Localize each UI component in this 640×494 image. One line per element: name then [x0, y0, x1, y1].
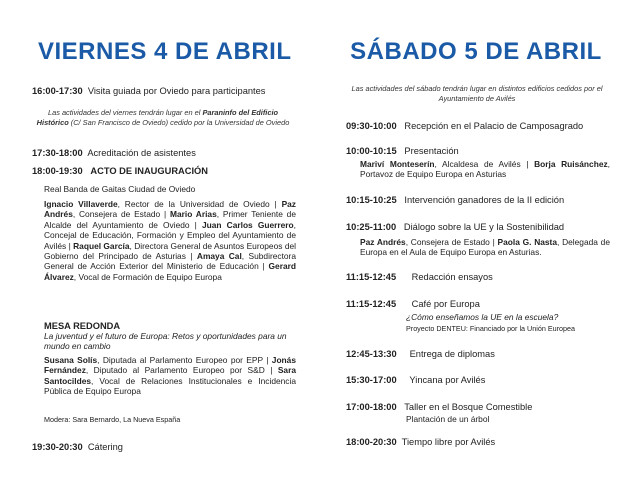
schedule-row — [346, 375, 485, 386]
workshop-subline: Plantación de un árbol — [406, 414, 490, 424]
event-label: Cátering — [87, 442, 123, 452]
moderator-line: Modera: Sara Bernardo, La Nueva España — [44, 415, 181, 424]
band-line: Real Banda de Gaitas Ciudad de Oviedo — [44, 184, 196, 194]
event-label: Acreditación de asistentes — [87, 148, 196, 158]
time-label: 17:00-18:00 — [346, 402, 397, 412]
event-label: Diálogo sobre la UE y la Sostenibilidad — [403, 222, 565, 232]
cafe-subtitle: ¿Cómo enseñamos la UE en la escuela? — [406, 312, 559, 322]
event-label: Recepción en el Palacio de Camposagrado — [404, 121, 584, 131]
time-label: 09:30-10:00 — [346, 121, 397, 131]
speakers-paragraph: Ignacio Villaverde, Rector de la Universidad de Oviedo | Paz Andrés, Consejera de Estado | Mario Arias, Primer Teniente de Alcalde del Ayuntamiento de Oviedo | Juan Carlos Guerrero, Concejal de Educación, Formación y Empleo del Ayuntamiento de Avilés | Raquel García, Directora General de Asuntos Europeos del Gobierno del Principado de Asturias | Amaya Cal, Subdirectora General de Acción Exterior del Ministerio de Educación | Gerard Álvarez, Vocal de Formación de Equipo Europa — [44, 199, 297, 282]
dialogue-speakers-paragraph: Paz Andrés, Consejera de Estado | Paola G. Nasta, Delegada de Europa en el Aula de Equipo Europa en Asturias. — [360, 237, 610, 258]
round-table-heading: MESA REDONDA — [44, 321, 121, 331]
event-label: Yincana por Avilés — [409, 375, 486, 385]
event-label: Taller en el Bosque Comestible — [404, 402, 533, 412]
event-label: Visita guiada por Oviedo para participantes — [87, 86, 266, 96]
time-label: 11:15-12:45 — [346, 272, 397, 282]
schedule-row — [346, 121, 583, 132]
event-label: ACTO DE INAUGURACIÓN — [90, 166, 208, 176]
time-label: 15:30-17:00 — [346, 375, 397, 385]
venue-note: Las actividades del viernes tendrán lugar en el Paraninfo del Edificio Histórico (C/ San Francisco de Oviedo) cedido por la Universidad de Oviedo — [36, 108, 290, 127]
schedule-row — [346, 402, 532, 413]
event-label: Entrega de diplomas — [409, 349, 495, 359]
schedule-row — [32, 166, 208, 177]
event-label: Intervención ganadores de la II edición — [404, 195, 565, 205]
event-label: Tiempo libre por Avilés — [401, 437, 496, 447]
time-label: 16:00-17:30 — [32, 86, 83, 96]
venue-note: Las actividades del sábado tendrán lugar en distintos edificios cedidos por el Ayuntamiento de Avilés — [351, 84, 603, 103]
time-label: 17:30-18:00 — [32, 148, 83, 158]
schedule-row — [32, 148, 196, 159]
schedule-row — [32, 86, 265, 97]
time-label: 18:00-19:30 — [32, 166, 83, 176]
event-label: Redacción ensayos — [411, 272, 493, 282]
panelists-paragraph: Susana Solís, Diputada al Parlamento Europeo por EPP | Jonás Fernández, Diputado al Parlamento Europeo por S&D | Sara Santocildes, Vocal de Relaciones Institucionales e Incidencia Pública de Equipo Europa — [44, 355, 296, 397]
friday-title: VIERNES 4 DE ABRIL — [38, 38, 292, 65]
saturday-title: SÁBADO 5 DE ABRIL — [350, 38, 602, 65]
time-label: 12:45-13:30 — [346, 349, 397, 359]
schedule-row — [346, 272, 493, 283]
schedule-row — [346, 222, 564, 233]
time-label: 19:30-20:30 — [32, 442, 83, 452]
schedule-row — [346, 146, 459, 157]
time-label: 18:00-20:30 — [346, 437, 397, 447]
time-label: 10:25-11:00 — [346, 222, 397, 232]
time-label: 10:00-10:15 — [346, 146, 397, 156]
event-label: Café por Europa — [411, 299, 480, 309]
schedule-row — [346, 349, 495, 360]
presenters-paragraph: Mariví Monteserín, Alcaldesa de Avilés | Borja Ruisánchez, Portavoz de Equipo Europa en Asturias — [360, 159, 610, 180]
schedule-row — [346, 299, 480, 310]
event-label: Presentación — [404, 146, 459, 156]
schedule-row — [346, 195, 564, 206]
project-note: Proyecto DENTEU: Financiado por la Unión Europea — [406, 324, 575, 333]
time-label: 11:15-12:45 — [346, 299, 397, 309]
schedule-row — [32, 442, 123, 453]
time-label: 10:15-10:25 — [346, 195, 397, 205]
round-table-subtitle: La juventud y el futuro de Europa: Retos y oportunidades para un mundo en cambio — [44, 331, 287, 351]
schedule-row — [346, 437, 495, 448]
